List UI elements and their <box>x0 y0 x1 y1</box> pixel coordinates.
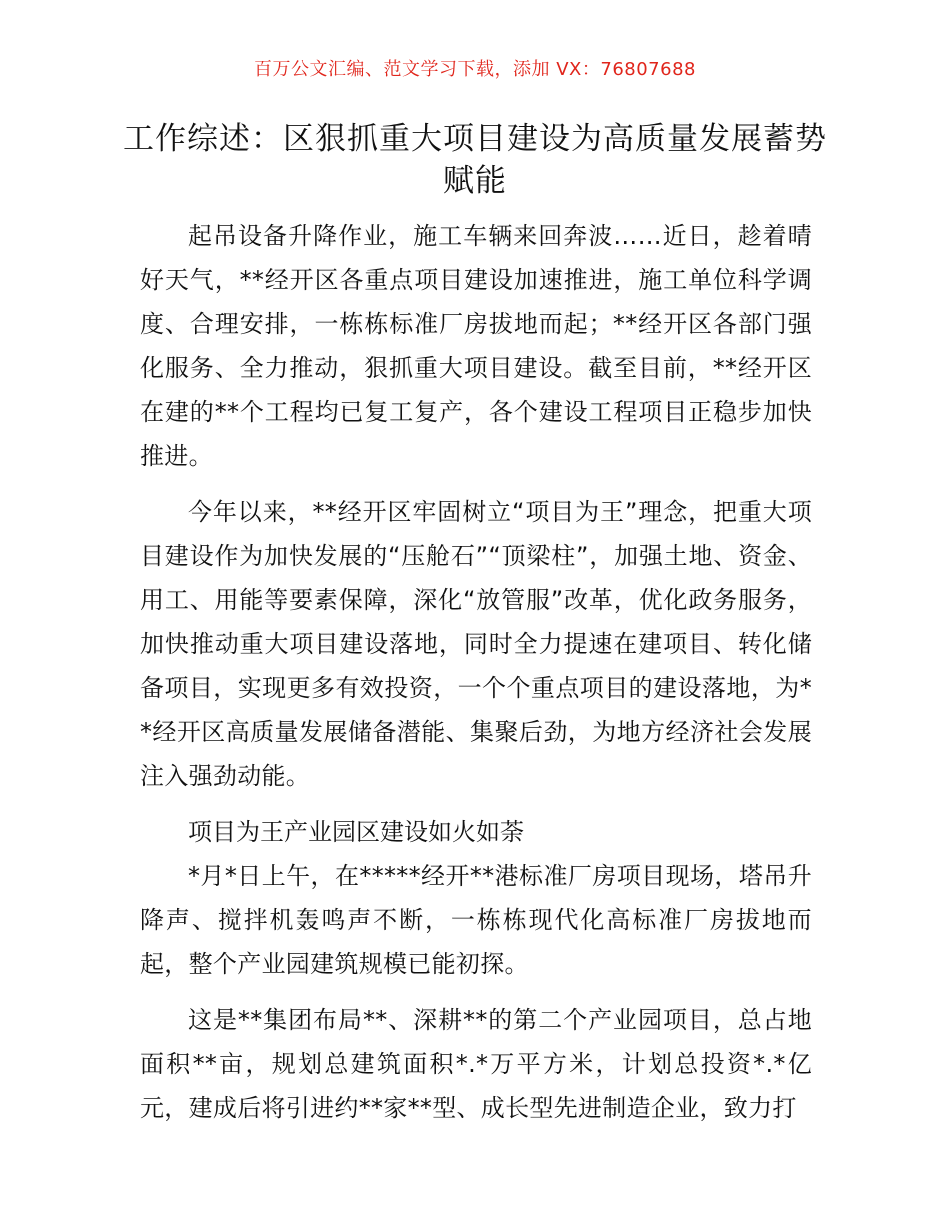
document-title: 工作综述：区狠抓重大项目建设为高质量发展蓄势赋能 <box>123 121 827 199</box>
paragraph-3: *月*日上午，在*****经开**港标准厂房项目现场，塔吊升降声、搅拌机轰鸣声不断，一栋栋现代化高标准厂房拔地而起，整个产业园建筑规模已能初探。 <box>140 862 812 978</box>
document-body <box>140 214 812 1130</box>
paragraph-1: 起吊设备升降作业，施工车辆来回奔波……近日，趁着晴好天气，**经开区各重点项目建设加速推进，施工单位科学调度、合理安排，一栋栋标准厂房拔地而起；**经开区各部门强化服务、全力推动，狠抓重大项目建设。截至目前，**经开区在建的**个工程均已复工复产，各个建设工程项目正稳步加快推进。 <box>140 222 812 470</box>
paragraph-4: 这是**集团布局**、深耕**的第二个产业园项目，总占地面积**亩，规划总建筑面积*.*万平方米，计划总投资*.*亿元，建成后将引进约**家**型、成长型先进制造企业，致力打 <box>140 1006 812 1122</box>
paragraph-2: 今年以来，**经开区牢固树立“项目为王”理念，把重大项目建设作为加快发展的“压舱石”“顶梁柱”，加强土地、资金、用工、用能等要素保障，深化“放管服”改革，优化政务服务，加快推动重大项目建设落地，同时全力提速在建项目、转化储备项目，实现更多有效投资，一个个重点项目的建设落地，为**经开区高质量发展储备潜能、集聚后劲，为地方经济社会发展注入强劲动能。 <box>140 498 812 790</box>
header-note: 百万公文汇编、范文学习下载，添加 VX：76807688 <box>254 59 696 80</box>
section-subheading: 项目为王产业园区建设如火如荼 <box>188 818 524 846</box>
